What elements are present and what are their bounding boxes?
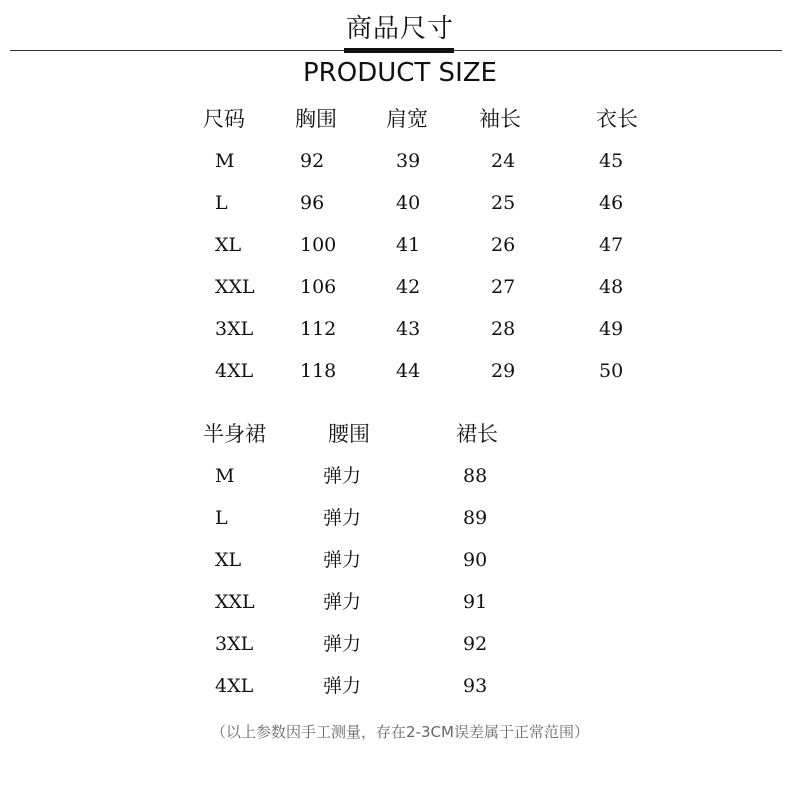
top-table-cell-r4-c1: 112: [300, 318, 337, 340]
top-table-cell-r4-c0: 3XL: [215, 318, 254, 340]
skirt-table-cell-r5-c0: 4XL: [215, 675, 254, 697]
top-table-cell-r1-c3: 25: [491, 192, 516, 214]
top-table-cell-r0-c2: 39: [396, 150, 421, 172]
top-table-cell-r0-c0: M: [215, 150, 235, 172]
top-table-cell-r2-c0: XL: [215, 234, 242, 256]
top-table-header-4: 衣长: [596, 107, 638, 131]
top-table-cell-r0-c4: 45: [599, 150, 624, 172]
skirt-table-cell-r3-c0: XXL: [215, 591, 255, 613]
top-table-cell-r3-c4: 48: [599, 276, 624, 298]
top-table-cell-r0-c3: 24: [491, 150, 516, 172]
top-table-cell-r2-c4: 47: [599, 234, 624, 256]
skirt-table-cell-r1-c0: L: [215, 507, 228, 529]
skirt-table-cell-r1-c1: 弹力: [323, 507, 362, 529]
skirt-table-cell-r1-c2: 89: [463, 507, 488, 529]
top-table-cell-r4-c3: 28: [491, 318, 516, 340]
skirt-table-cell-r4-c0: 3XL: [215, 633, 254, 655]
skirt-table-cell-r2-c1: 弹力: [323, 549, 362, 571]
top-table-header-1: 胸围: [295, 107, 337, 131]
top-table-cell-r3-c0: XXL: [215, 276, 255, 298]
top-table-cell-r3-c1: 106: [300, 276, 337, 298]
top-table-header-2: 肩宽: [386, 107, 428, 131]
skirt-table-cell-r0-c0: M: [215, 465, 235, 487]
top-table-cell-r4-c4: 49: [599, 318, 624, 340]
skirt-table-cell-r2-c0: XL: [215, 549, 242, 571]
top-table-cell-r3-c2: 42: [396, 276, 421, 298]
skirt-table-cell-r3-c1: 弹力: [323, 591, 362, 613]
top-table-cell-r1-c1: 96: [300, 192, 325, 214]
top-table-cell-r2-c3: 26: [491, 234, 516, 256]
top-table-cell-r1-c4: 46: [599, 192, 624, 214]
skirt-table-cell-r3-c2: 91: [463, 591, 488, 613]
skirt-table-cell-r4-c2: 92: [463, 633, 488, 655]
skirt-table-cell-r4-c1: 弹力: [323, 633, 362, 655]
skirt-table-header-2: 裙长: [456, 422, 498, 446]
top-table-cell-r5-c4: 50: [599, 360, 624, 382]
top-table-cell-r5-c0: 4XL: [215, 360, 254, 382]
top-table-cell-r1-c0: L: [215, 192, 228, 214]
top-table-cell-r4-c2: 43: [396, 318, 421, 340]
top-table-cell-r3-c3: 27: [491, 276, 516, 298]
top-table-cell-r5-c3: 29: [491, 360, 516, 382]
page-title-cn: 商品尺寸: [345, 14, 454, 44]
top-table-cell-r1-c2: 40: [396, 192, 421, 214]
title-underline-accent: [344, 48, 454, 53]
skirt-table-cell-r0-c2: 88: [463, 465, 488, 487]
top-table-cell-r0-c1: 92: [300, 150, 325, 172]
skirt-table-header-0: 半身裙: [203, 422, 266, 446]
measurement-note: （以上参数因手工测量，存在2-3CM误差属于正常范围）: [211, 723, 589, 741]
top-table-cell-r2-c1: 100: [300, 234, 337, 256]
skirt-table-cell-r5-c2: 93: [463, 675, 488, 697]
top-table-header-3: 袖长: [479, 107, 521, 131]
top-table-cell-r2-c2: 41: [396, 234, 421, 256]
top-table-cell-r5-c2: 44: [396, 360, 421, 382]
page-title-en: PRODUCT SIZE: [303, 58, 497, 88]
skirt-table-cell-r2-c2: 90: [463, 549, 488, 571]
top-table-cell-r5-c1: 118: [300, 360, 337, 382]
skirt-table-cell-r5-c1: 弹力: [323, 675, 362, 697]
top-table-header-0: 尺码: [203, 107, 245, 131]
skirt-table-header-1: 腰围: [328, 422, 370, 446]
skirt-table-cell-r0-c1: 弹力: [323, 465, 362, 487]
